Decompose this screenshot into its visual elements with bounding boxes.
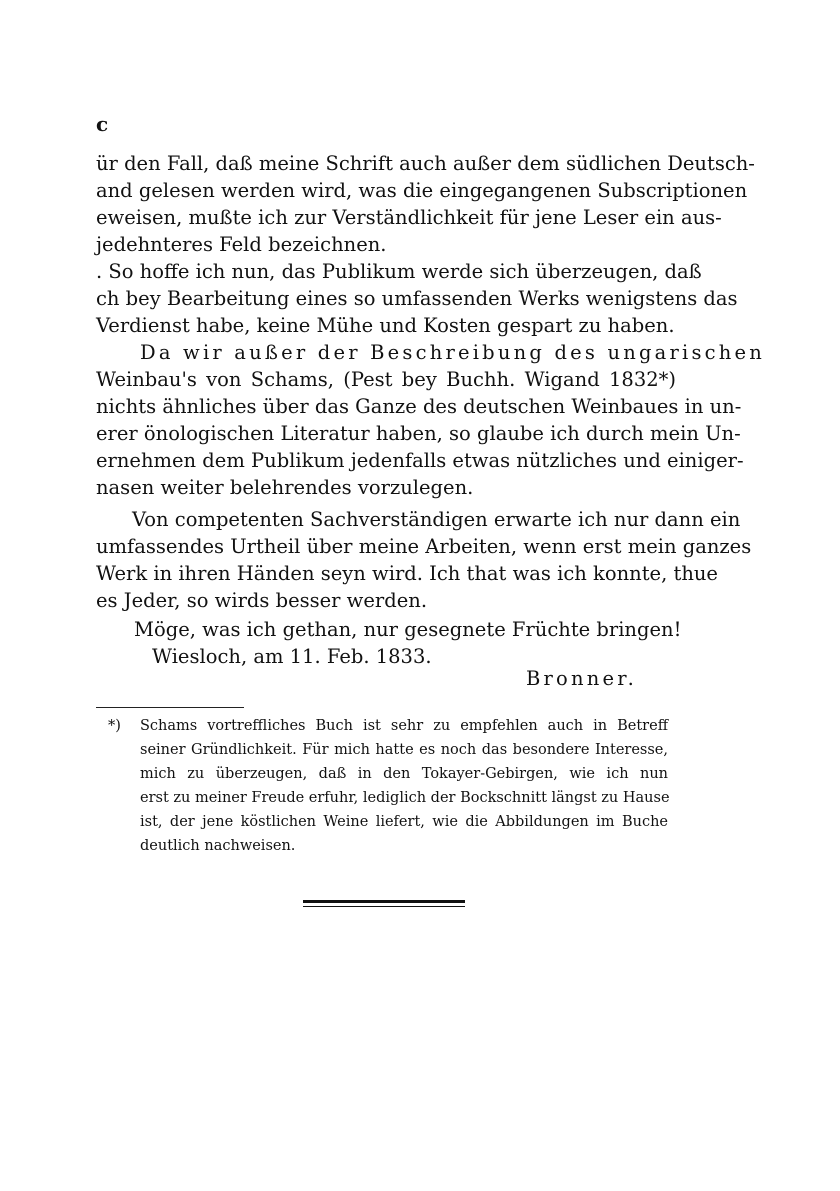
- end-ornament-rule: [303, 900, 465, 907]
- closing-wish: Möge, was ich gethan, nur gesegnete Früchte bringen!: [134, 618, 682, 641]
- signature-mark: c: [96, 112, 109, 136]
- text-line: es Jeder, so wirds besser werden.: [96, 589, 428, 612]
- text-line: eweisen, mußte ich zur Verständlichkeit für jene Leser ein aus-: [96, 206, 722, 229]
- footnote-line: ist, der jene köstlichen Weine liefert, wie die Abbildungen im Buche: [140, 814, 668, 830]
- footnote-line: mich zu überzeugen, daß in den Tokayer-Gebirgen, wie ich nun: [140, 766, 668, 782]
- text-line: Verdienst habe, keine Mühe und Kosten gespart zu haben.: [96, 314, 675, 337]
- text-line: ch bey Bearbeitung eines so umfassenden Werks wenigstens das: [96, 287, 738, 310]
- text-line: ernehmen dem Publikum jedenfalls etwas nützliches und einiger-: [96, 449, 744, 472]
- text-line: ür den Fall, daß meine Schrift auch außer dem südlichen Deutsch-: [96, 152, 755, 175]
- footnote-line: seiner Gründlichkeit. Für mich hatte es noch das besondere Interesse,: [140, 742, 668, 758]
- text-line: Werk in ihren Händen seyn wird. Ich that was ich konnte, thue: [96, 562, 718, 585]
- footnote-line: deutlich nachweisen.: [140, 838, 296, 854]
- text-line: Weinbau's von Schams, (Pest bey Buchh. Wigand 1832*): [96, 368, 676, 391]
- footnote-rule: [96, 707, 244, 708]
- text-line: umfassendes Urtheil über meine Arbeiten, wenn erst mein ganzes: [96, 535, 752, 558]
- text-line: . So hoffe ich nun, das Publikum werde sich überzeugen, daß: [96, 260, 702, 283]
- author-signature: Bronner.: [526, 667, 638, 690]
- text-line: Von competenten Sachverständigen erwarte ich nur dann ein: [132, 508, 741, 531]
- place-date: Wiesloch, am 11. Feb. 1833.: [152, 645, 432, 668]
- text-line: nasen weiter belehrendes vorzulegen.: [96, 476, 474, 499]
- footnote-line: Schams vortreffliches Buch ist sehr zu empfehlen auch in Betreff: [140, 718, 668, 734]
- text-line: and gelesen werden wird, was die eingegangenen Subscriptionen: [96, 179, 748, 202]
- text-line: erer önologischen Literatur haben, so glaube ich durch mein Un-: [96, 422, 741, 445]
- text-line: nichts ähnliches über das Ganze des deutschen Weinbaues in un-: [96, 395, 742, 418]
- text-line: Da wir außer der Beschreibung des ungarischen: [140, 341, 766, 364]
- text-line: jedehnteres Feld bezeichnen.: [96, 233, 387, 256]
- footnote-marker: *): [108, 718, 121, 734]
- footnote-line: erst zu meiner Freude erfuhr, lediglich der Bockschnitt längst zu Hause: [140, 790, 670, 806]
